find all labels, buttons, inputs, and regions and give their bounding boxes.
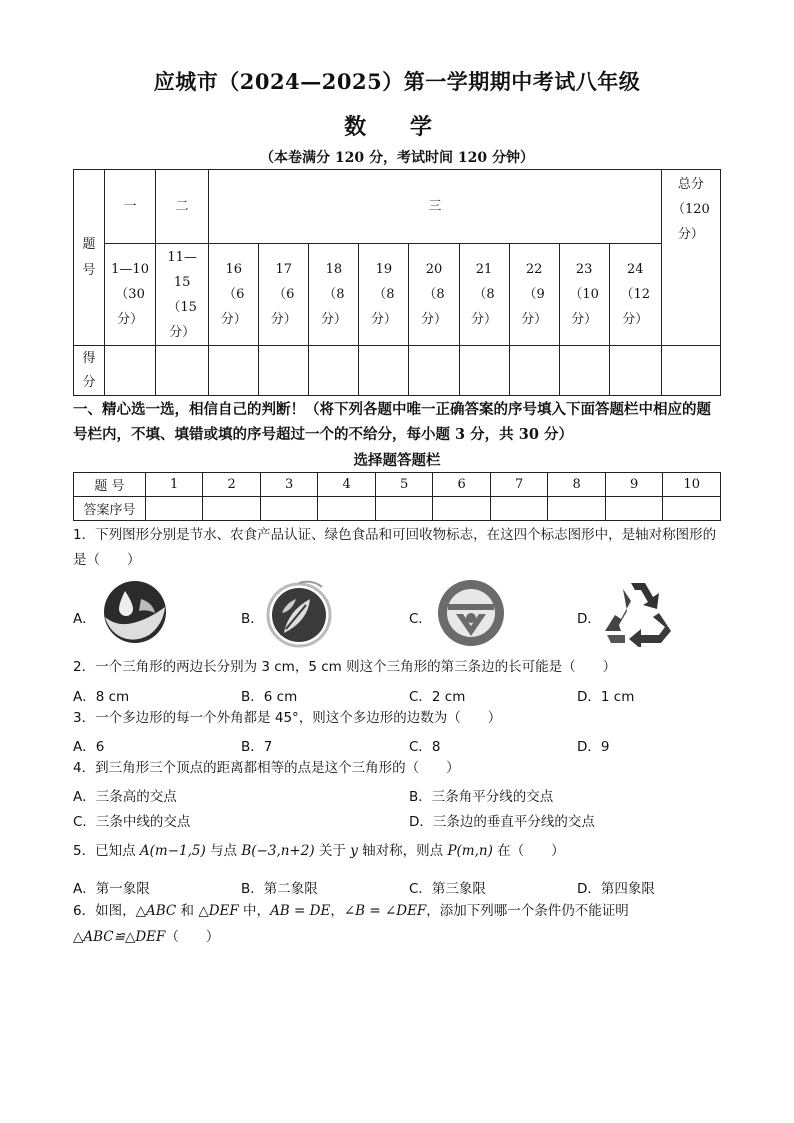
score-col-20: 20（8分） [409,244,459,346]
score-cell[interactable] [359,346,409,396]
question-2-stem: 2．一个三角形的两边长分别为 3 cm，5 cm 则这个三角形的第三条边的长可能是（ ） [73,659,617,675]
score-cell[interactable] [609,346,661,396]
q4-option-a: A．三条高的交点 [73,789,177,805]
q1-option-a-label: A． [73,611,96,627]
score-cell[interactable] [209,346,259,396]
answer-cell[interactable] [318,497,376,521]
answer-cell[interactable] [375,497,433,521]
q6-text: ， [330,903,344,919]
answer-cell[interactable] [663,497,721,521]
question-1-stem: 1．下列图形分别是节水、农食产品认证、绿色食品和可回收物标志，在这四个标志图形中，是轴对称图形的是（ ） [73,527,717,568]
q6-text: ，添加下列哪一个条件仍不能证明 [426,903,629,919]
q5-text: 轴对称，则点 [357,843,448,859]
answer-num: 4 [318,473,376,497]
q5-option-a: A．第一象限 [73,881,150,897]
q2-option-a: A．8 cm [73,689,130,705]
q5-point-p: P(m,n) [447,843,493,859]
score-col-16: 16（6分） [209,244,259,346]
score-header-sec1: 一 [105,170,156,244]
answer-num: 3 [260,473,318,497]
answer-cell[interactable] [490,497,548,521]
score-col-1-10: 1—10（30分） [105,244,156,346]
q6-triangle-def: △DEF [198,903,239,919]
q3-option-c: C．8 [409,739,441,755]
answer-cell[interactable] [548,497,606,521]
answer-num: 7 [490,473,548,497]
question-3-stem: 3．一个多边形的每一个外角都是 45°，则这个多边形的边数为（ ） [73,710,502,726]
answer-num: 9 [605,473,663,497]
score-col-11-15: 11—15（15分） [156,244,209,346]
question-5-stem [73,839,723,864]
score-col-21: 21（8分） [459,244,509,346]
q5-option-b: B．第二象限 [241,881,318,897]
q6-triangle-abc: △ABC [135,903,177,919]
score-col-22: 22（9分） [509,244,559,346]
q5-option-d: D．第四象限 [577,881,655,897]
answer-num: 6 [433,473,491,497]
question-6-stem [73,898,723,950]
answer-header-xuhao: 答案序号 [74,497,146,521]
score-col-18: 18（8分） [309,244,359,346]
answer-cell[interactable] [433,497,491,521]
q6-text: （ ） [165,929,220,945]
answer-num: 5 [375,473,433,497]
q6-eq-ab-de: AB = DE [270,903,331,919]
q3-option-b: B．7 [241,739,273,755]
q6-text: 6．如图， [73,903,136,919]
q6-text: 中， [238,903,271,919]
score-header-total: 总分（120分） [661,170,720,346]
q1-option-c-label: C． [409,611,432,627]
answer-table [73,472,721,521]
subject-title: 数 学 [344,114,450,140]
q2-option-c: C．2 cm [409,689,466,705]
score-cell[interactable] [509,346,559,396]
score-cell[interactable] [559,346,609,396]
water-saving-logo-icon [97,579,173,649]
score-header-sec3: 三 [209,170,662,244]
score-cell[interactable] [459,346,509,396]
score-cell[interactable] [105,346,156,396]
score-cell[interactable] [661,346,720,396]
q5-option-c: C．第三象限 [409,881,486,897]
score-cell[interactable] [309,346,359,396]
agri-product-logo-icon [262,577,336,653]
score-table [73,169,721,396]
green-food-logo-icon [434,578,508,652]
q6-text: 和 [176,903,199,919]
score-header-defen: 得分 [74,346,105,396]
answer-cell[interactable] [203,497,261,521]
question-4-stem: 4．到三角形三个顶点的距离都相等的点是这个三角形的（ ） [73,760,460,776]
score-col-19: 19（8分） [359,244,409,346]
answer-table-caption: 选择题答题栏 [353,452,441,469]
q6-eq-angle: ∠B = ∠DEF [343,903,427,919]
q5-point-b: B(−3,n+2) [241,843,315,859]
q1-option-b-label: B． [241,611,264,627]
recycle-logo-icon [601,579,675,651]
q2-option-d: D．1 cm [577,689,635,705]
score-cell[interactable] [156,346,209,396]
exam-title: 应城市（2024—2025）第一学期期中考试八年级 [153,69,641,94]
section1-heading: 一、精心选一选，相信自己的判断！（将下列各题中唯一正确答案的序号填入下面答题栏中相应的题号栏内，不填、填错或填的序号超过一个的不给分，每小题 3 分，共 30 分） [73,401,711,443]
q1-option-d-label: D． [577,611,601,627]
answer-cell[interactable] [145,497,203,521]
answer-num: 1 [145,473,203,497]
answer-num: 2 [203,473,261,497]
score-col-24: 24（12分） [609,244,661,346]
q5-point-a: A(m−1,5) [139,843,206,859]
q5-text: 在（ ） [492,843,565,859]
q5-text: 关于 [314,843,351,859]
answer-cell[interactable] [605,497,663,521]
answer-num: 8 [548,473,606,497]
score-cell[interactable] [259,346,309,396]
q3-option-a: A．6 [73,739,105,755]
q4-option-d: D．三条边的垂直平分线的交点 [409,814,595,830]
q4-option-c: C．三条中线的交点 [73,814,191,830]
q5-axis: y [350,843,358,859]
q3-option-d: D．9 [577,739,610,755]
answer-cell[interactable] [260,497,318,521]
score-col-17: 17（6分） [259,244,309,346]
q5-text: 与点 [205,843,242,859]
score-col-23: 23（10分） [559,244,609,346]
q5-text: 5．已知点 [73,843,140,859]
score-header-sec2: 二 [156,170,209,244]
score-header-tihao: 题号 [74,170,105,346]
score-cell[interactable] [409,346,459,396]
q6-congruence: △ABC≌△DEF [73,929,166,945]
answer-num: 10 [663,473,721,497]
q4-option-b: B．三条角平分线的交点 [409,789,554,805]
exam-note: （本卷满分 120 分，考试时间 120 分钟） [260,150,534,166]
answer-header-tihao: 题 号 [74,473,146,497]
q2-option-b: B．6 cm [241,689,298,705]
